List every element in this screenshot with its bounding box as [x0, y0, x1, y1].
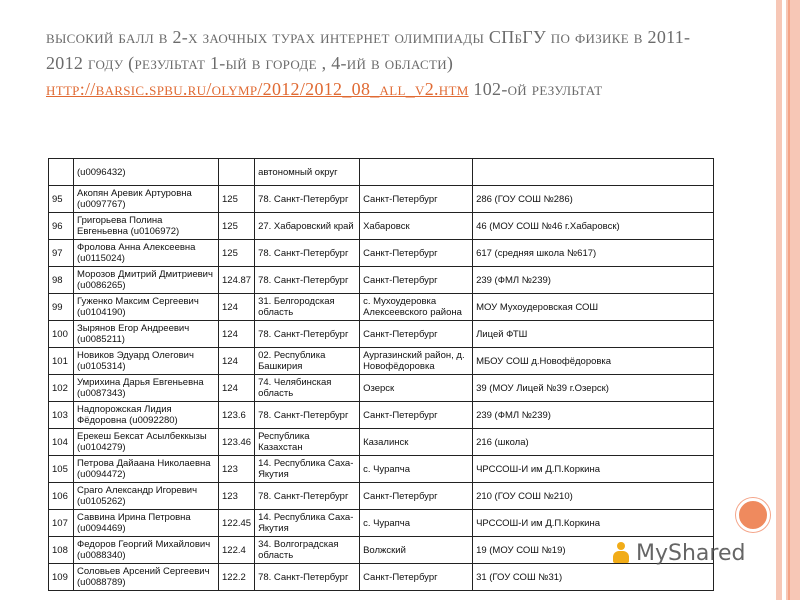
title-suffix: 102-ой результат	[473, 79, 603, 99]
table-cell: 97	[49, 240, 74, 267]
person-icon	[610, 542, 632, 564]
table-cell: 125	[219, 186, 255, 213]
table-cell: 105	[49, 456, 74, 483]
table-cell: 124	[219, 348, 255, 375]
slide-title	[46, 24, 706, 102]
table-cell: Сраго Александр Игоревич (u0105262)	[74, 483, 219, 510]
table-cell: Фролова Анна Алексеевна (u0115024)	[74, 240, 219, 267]
table-cell: 109	[49, 564, 74, 591]
table-cell: 95	[49, 186, 74, 213]
table-cell: 125	[219, 240, 255, 267]
table-cell: 617 (средняя школа №617)	[473, 240, 714, 267]
table-cell: Санкт-Петербург	[360, 321, 473, 348]
slide-right-border	[776, 0, 800, 600]
table-row	[49, 348, 714, 375]
table-cell: 124	[219, 375, 255, 402]
table-row	[49, 186, 714, 213]
table-cell: 78. Санкт-Петербург	[255, 321, 360, 348]
watermark-text: MyShared	[636, 540, 746, 566]
table-cell: Саввина Ирина Петровна (u0094469)	[74, 510, 219, 537]
table-cell: ЧРССОШ-И им Д.П.Коркина	[473, 510, 714, 537]
table-cell: Лицей ФТШ	[473, 321, 714, 348]
table-cell: Аургазинский район, д. Новофёдоровка	[360, 348, 473, 375]
table-cell: 122.4	[219, 537, 255, 564]
table-row	[49, 402, 714, 429]
table-cell: Умрихина Дарья Евгеньевна (u0087343)	[74, 375, 219, 402]
table-cell: автономный округ	[255, 159, 360, 186]
table-cell: Петрова Дайаана Николаевна (u0094472)	[74, 456, 219, 483]
table-cell: 216 (школа)	[473, 429, 714, 456]
table-cell: 107	[49, 510, 74, 537]
table-cell: с. Чурапча	[360, 456, 473, 483]
table-cell: 78. Санкт-Петербург	[255, 186, 360, 213]
table-cell: 78. Санкт-Петербург	[255, 483, 360, 510]
table-cell: Ерекеш Бексат Асылбеккызы (u0104279)	[74, 429, 219, 456]
table-cell: 123.46	[219, 429, 255, 456]
table-cell: Санкт-Петербург	[360, 240, 473, 267]
table-cell: 124	[219, 321, 255, 348]
table-cell: 14. Республика Саха-Якутия	[255, 456, 360, 483]
table-cell: Акопян Аревик Артуровна (u0097767)	[74, 186, 219, 213]
table-row	[49, 483, 714, 510]
table-cell: Казалинск	[360, 429, 473, 456]
circle-ornament-icon	[736, 498, 770, 532]
table-cell: Григорьева Полина Евгеньевна (u0106972)	[74, 213, 219, 240]
border-inner-stripe	[782, 0, 786, 600]
table-cell	[473, 159, 714, 186]
table-cell: Санкт-Петербург	[360, 267, 473, 294]
table-cell: МБОУ СОШ д.Новофёдоровка	[473, 348, 714, 375]
table-cell: 101	[49, 348, 74, 375]
table-cell	[360, 159, 473, 186]
table-cell: Соловьев Арсений Сергеевич (u0088789)	[74, 564, 219, 591]
table-cell: 122.45	[219, 510, 255, 537]
table-cell: 122.2	[219, 564, 255, 591]
table-row	[49, 510, 714, 537]
table-cell: 125	[219, 213, 255, 240]
table-cell: Республика Казахстан	[255, 429, 360, 456]
results-table-body	[49, 159, 714, 591]
title-text: высокий балл в 2-х заочных турах интернет олимпиады СПбГУ по физике в 2011-2012 году (результат 1-ый в городе , 4-ий в области)	[46, 27, 691, 73]
table-cell: 239 (ФМЛ №239)	[473, 267, 714, 294]
table-cell: 14. Республика Саха-Якутия	[255, 510, 360, 537]
table-cell: 78. Санкт-Петербург	[255, 402, 360, 429]
table-cell: Санкт-Петербург	[360, 483, 473, 510]
table-cell: Санкт-Петербург	[360, 186, 473, 213]
results-table	[48, 158, 714, 591]
table-cell: 31. Белгородская область	[255, 294, 360, 321]
table-cell: Санкт-Петербург	[360, 564, 473, 591]
table-cell	[49, 159, 74, 186]
table-row	[49, 429, 714, 456]
border-line	[788, 0, 790, 600]
table-cell: с. Мухоудеровка Алексеевского района	[360, 294, 473, 321]
table-cell: 78. Санкт-Петербург	[255, 267, 360, 294]
table-cell: Федоров Георгий Михайлович (u0088340)	[74, 537, 219, 564]
table-row	[49, 159, 714, 186]
table-cell: 98	[49, 267, 74, 294]
table-cell: 102	[49, 375, 74, 402]
table-cell: Волжский	[360, 537, 473, 564]
table-cell: 39 (МОУ Лицей №39 г.Озерск)	[473, 375, 714, 402]
table-cell: 108	[49, 537, 74, 564]
table-cell: Надпорожская Лидия Фёдоровна (u0092280)	[74, 402, 219, 429]
table-cell: Зырянов Егор Андреевич (u0085211)	[74, 321, 219, 348]
table-cell: 31 (ГОУ СОШ №31)	[473, 564, 714, 591]
table-cell: 78. Санкт-Петербург	[255, 564, 360, 591]
table-row	[49, 321, 714, 348]
table-cell: 286 (ГОУ СОШ №286)	[473, 186, 714, 213]
table-cell: 78. Санкт-Петербург	[255, 240, 360, 267]
table-cell: Озерск	[360, 375, 473, 402]
table-cell: 74. Челябинская область	[255, 375, 360, 402]
table-cell: 27. Хабаровский край	[255, 213, 360, 240]
table-row	[49, 294, 714, 321]
table-row	[49, 213, 714, 240]
table-cell: 96	[49, 213, 74, 240]
table-row	[49, 267, 714, 294]
table-cell: 239 (ФМЛ №239)	[473, 402, 714, 429]
results-table-wrap	[48, 166, 714, 588]
table-cell: 123.6	[219, 402, 255, 429]
table-cell: 123	[219, 456, 255, 483]
table-cell: 210 (ГОУ СОШ №210)	[473, 483, 714, 510]
table-cell	[219, 159, 255, 186]
table-cell: 123	[219, 483, 255, 510]
table-cell: (u0096432)	[74, 159, 219, 186]
table-cell: Гуженко Максим Сергеевич (u0104190)	[74, 294, 219, 321]
table-cell: МОУ Мухоудеровская СОШ	[473, 294, 714, 321]
table-cell: ЧРССОШ-И им Д.П.Коркина	[473, 456, 714, 483]
table-cell: Морозов Дмитрий Дмитриевич (u0086265)	[74, 267, 219, 294]
table-cell: Новиков Эдуард Олегович (u0105314)	[74, 348, 219, 375]
table-cell: 106	[49, 483, 74, 510]
table-cell: 103	[49, 402, 74, 429]
table-cell: 46 (МОУ СОШ №46 г.Хабаровск)	[473, 213, 714, 240]
table-cell: 124.87	[219, 267, 255, 294]
table-cell: 34. Волгоградская область	[255, 537, 360, 564]
table-row	[49, 456, 714, 483]
watermark	[610, 538, 745, 568]
table-cell: 124	[219, 294, 255, 321]
table-cell: 104	[49, 429, 74, 456]
table-cell: 02. Республика Башкирия	[255, 348, 360, 375]
table-cell: 100	[49, 321, 74, 348]
table-cell: с. Чурапча	[360, 510, 473, 537]
table-row	[49, 240, 714, 267]
table-cell: Хабаровск	[360, 213, 473, 240]
table-cell: Санкт-Петербург	[360, 402, 473, 429]
table-row	[49, 375, 714, 402]
results-link[interactable]: http://barsic.spbu.ru/olymp/2012/2012_08_all_v2.htm	[46, 79, 469, 99]
table-cell: 99	[49, 294, 74, 321]
table-cell: 19 (МОУ СОШ №19)	[473, 537, 714, 564]
